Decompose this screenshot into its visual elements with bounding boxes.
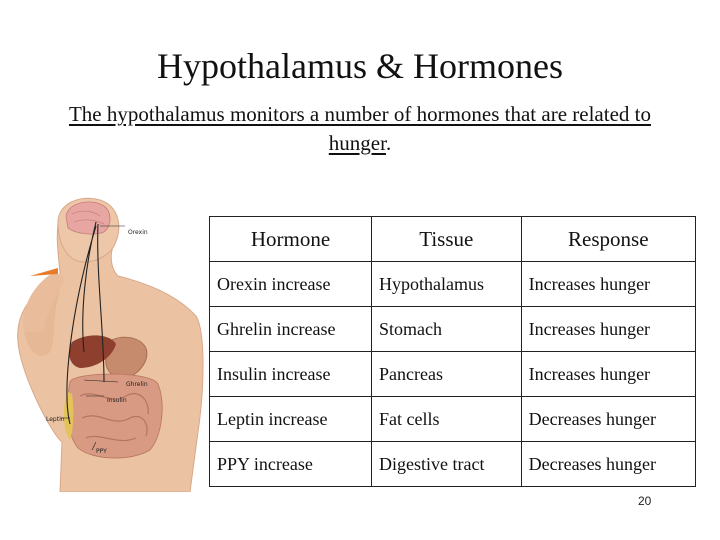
cell-response: Increases hunger xyxy=(521,352,695,397)
header-response: Response xyxy=(521,217,695,262)
subtitle-period: . xyxy=(385,131,392,155)
cell-response: Increases hunger xyxy=(521,262,695,307)
cell-tissue: Pancreas xyxy=(372,352,522,397)
label-orexin: Orexin xyxy=(128,229,148,236)
subtitle-text: The hypothalamus monitors a number of hormones that are related to hunger xyxy=(68,102,651,155)
cell-tissue: Fat cells xyxy=(372,397,522,442)
table-row xyxy=(210,262,696,307)
cell-response: Decreases hunger xyxy=(521,442,695,487)
slide-subtitle xyxy=(40,100,680,158)
cell-tissue: Stomach xyxy=(372,307,522,352)
label-leptin: Leptin xyxy=(46,416,65,423)
cell-response: Decreases hunger xyxy=(521,397,695,442)
label-insulin: Insulin xyxy=(107,397,127,404)
header-hormone: Hormone xyxy=(250,226,331,251)
table-row xyxy=(210,397,696,442)
hormone-table xyxy=(209,216,696,487)
header-tissue: Tissue xyxy=(372,217,522,262)
anatomy-svg xyxy=(0,192,215,492)
table-row xyxy=(210,442,696,487)
page-number: 20 xyxy=(638,494,652,508)
anatomy-illustration xyxy=(0,192,215,492)
label-ghrelin: Ghrelin xyxy=(126,381,148,388)
table-header-row xyxy=(210,217,696,262)
cell-hormone: Orexin increase xyxy=(210,262,372,307)
cell-hormone: Ghrelin increase xyxy=(210,307,372,352)
table-row xyxy=(210,307,696,352)
label-ppy: PPY xyxy=(96,448,107,455)
slide-title: Hypothalamus & Hormones xyxy=(157,46,563,86)
cell-hormone: Leptin increase xyxy=(210,397,372,442)
cell-tissue: Hypothalamus xyxy=(372,262,522,307)
intestines-shape xyxy=(68,374,163,458)
cell-hormone: PPY increase xyxy=(210,442,372,487)
cell-hormone: Insulin increase xyxy=(210,352,372,397)
brain-shape xyxy=(66,202,110,234)
table-row xyxy=(210,352,696,397)
cell-tissue: Digestive tract xyxy=(372,442,522,487)
cell-response: Increases hunger xyxy=(521,307,695,352)
